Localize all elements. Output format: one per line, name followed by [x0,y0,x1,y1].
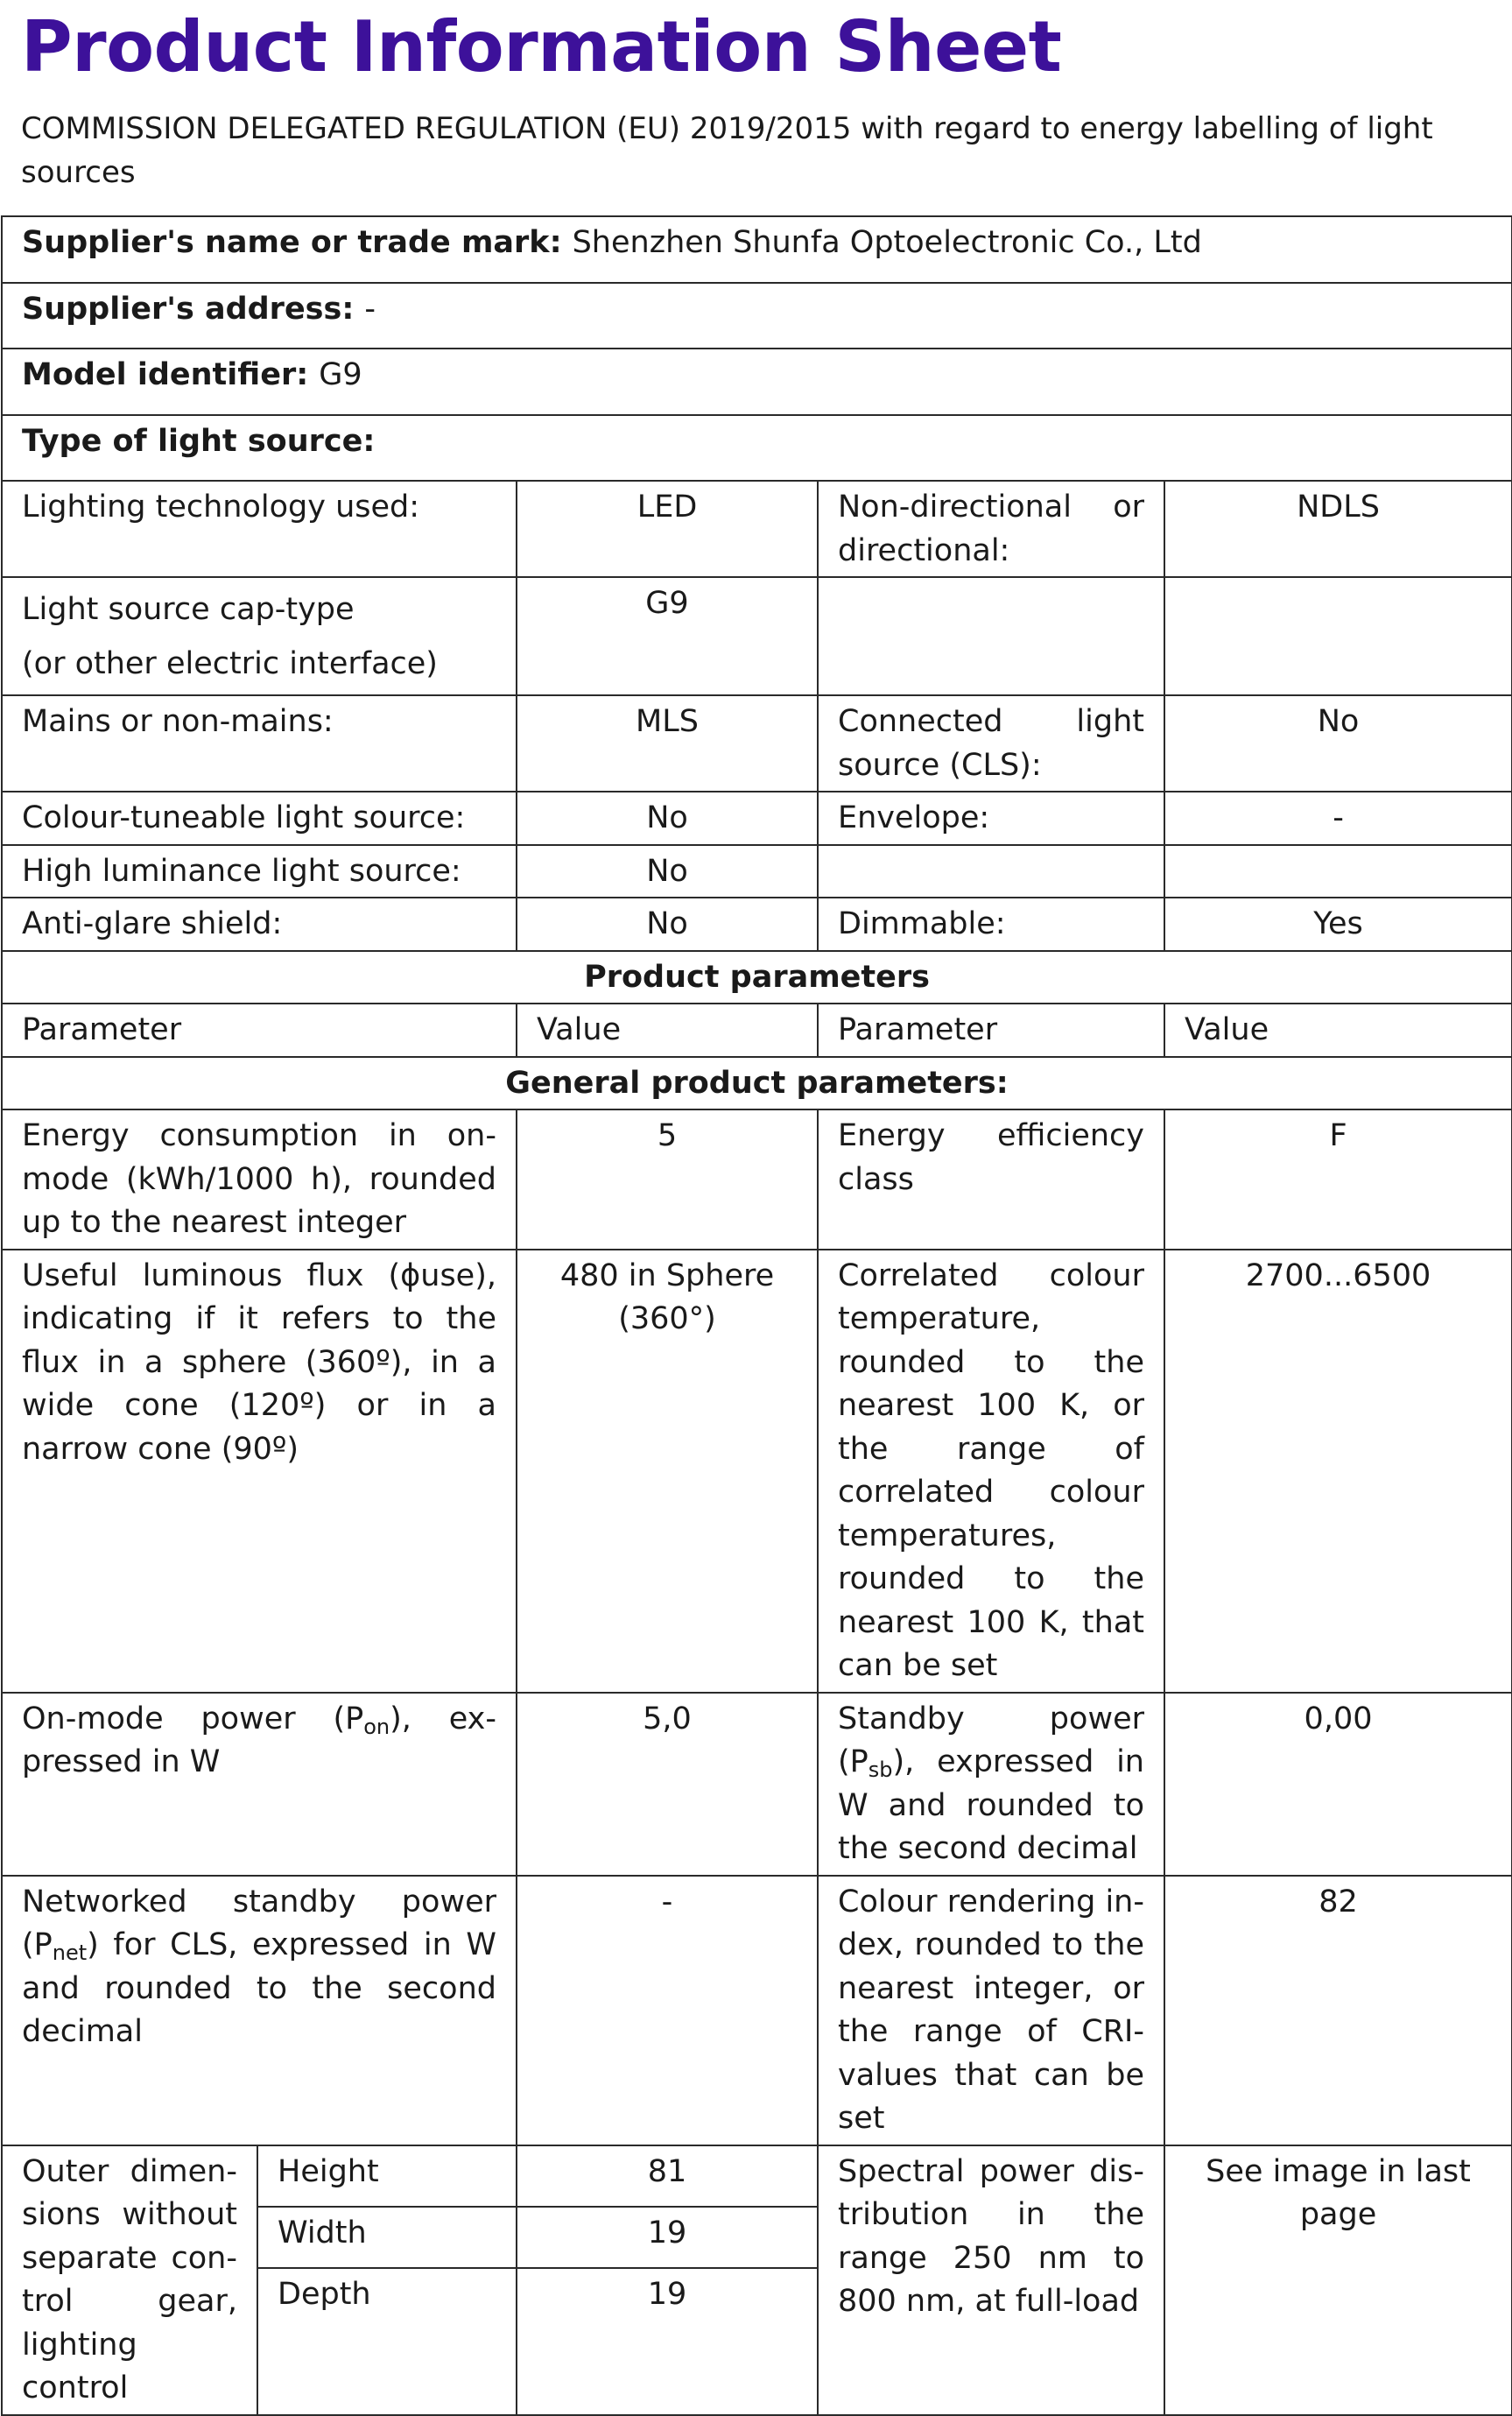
supplier-name-label: Supplier's name or trade mark: [22,225,562,260]
colour-temperature-label: Correlated colour temperature, rounded to the nearest 100 K, or the range of correlated colour temperatures, rounded to the nearest 100 K, that can be set [818,1250,1164,1693]
spectral-distribution-value: See image in last page [1164,2145,1512,2415]
type-heading-row [2,415,1512,481]
luminous-flux-value: 480 in Sphere (360°) [517,1250,818,1693]
type-param: Envelope: [818,792,1164,845]
networked-standby-label: Networked standby power $(P_{net})$ for CLS, expressed in W and rounded to the second decimal [2,1876,517,2145]
type-param: Connected light source (CLS): [818,695,1164,792]
type-value: No [517,898,818,951]
param-row [2,1109,1512,1250]
header-value: Value [517,1004,818,1057]
networked-standby-value: - [517,1876,818,2145]
param-row [2,1876,1512,2145]
type-row [2,792,1512,845]
info-table [1,215,1512,2416]
type-param: Light source cap-type (or other electric interface) [2,577,517,695]
height-label: Height [257,2145,517,2207]
param-row [2,1693,1512,1876]
type-heading: Type of light source: [22,424,376,459]
supplier-name-value: Shenzhen Shunfa Optoelectronic Co., Ltd [572,225,1202,260]
type-value: Yes [1164,898,1512,951]
supplier-address-label: Supplier's address: [22,292,355,327]
type-value: No [517,792,818,845]
supplier-address-row [2,283,1512,349]
depth-value: 19 [517,2268,818,2414]
cri-value: 82 [1164,1876,1512,2145]
width-label: Width [257,2207,517,2268]
product-parameters-heading-row [2,951,1512,1004]
on-mode-power-label: On-mode power $(P_{on})$, expressed in W [2,1693,517,1876]
type-param: Lighting technology used: [2,481,517,577]
model-value: G9 [319,357,362,392]
type-value [1164,577,1512,695]
type-row [2,481,1512,577]
page-title: Product Information Sheet [21,6,1062,88]
dimensions-row [2,2145,1512,2207]
depth-label: Depth [257,2268,517,2414]
general-parameters-heading: General product parameters: [2,1057,1512,1110]
energy-class-value: F [1164,1109,1512,1250]
type-value [1164,845,1512,898]
type-value: NDLS [1164,481,1512,577]
type-param: Mains or non-mains: [2,695,517,792]
header-value: Value [1164,1004,1512,1057]
type-param [818,577,1164,695]
width-value: 19 [517,2207,818,2268]
column-header-row [2,1004,1512,1057]
model-label: Model identifier: [22,357,309,392]
energy-class-label: Energy efficiency class [818,1109,1164,1250]
type-value: No [1164,695,1512,792]
type-param: Colour-tuneable light source: [2,792,517,845]
header-parameter: Parameter [2,1004,517,1057]
standby-power-label: Standby power $(P_{sb})$, expressed in W and rounded to the second decimal [818,1693,1164,1876]
colour-temperature-value: 2700...6500 [1164,1250,1512,1693]
on-mode-power-value: 5,0 [517,1693,818,1876]
type-param: High luminance light source: [2,845,517,898]
luminous-flux-label: Useful luminous flux (ϕuse), indicating if it refers to the flux in a sphere (360º), in a wide cone (120º) or in a narrow cone (90º) [2,1250,517,1693]
height-value: 81 [517,2145,818,2207]
spectral-distribution-label: Spectral power distribution in the range 250 nm to 800 nm, at full-load [818,2145,1164,2415]
type-value: G9 [517,577,818,695]
type-param [818,845,1164,898]
type-value: - [1164,792,1512,845]
energy-consumption-label: Energy consumption in on-mode (kWh/1000 h), rounded up to the nearest integer [2,1109,517,1250]
type-param: Anti-glare shield: [2,898,517,951]
type-row [2,845,1512,898]
model-row [2,349,1512,415]
type-value: LED [517,481,818,577]
param-row [2,1250,1512,1693]
product-parameters-heading: Product parameters [2,951,1512,1004]
header-parameter: Parameter [818,1004,1164,1057]
type-row [2,577,1512,695]
energy-consumption-value: 5 [517,1109,818,1250]
type-param: Dimmable: [818,898,1164,951]
general-parameters-heading-row [2,1057,1512,1110]
supplier-name-row [2,216,1512,283]
type-row [2,695,1512,792]
type-value: MLS [517,695,818,792]
type-value: No [517,845,818,898]
supplier-address-value: - [364,292,376,327]
type-row [2,898,1512,951]
type-param: Non-directional or directional: [818,481,1164,577]
cri-label: Colour rendering index, rounded to the nearest integer, or the range of CRI-values that can be set [818,1876,1164,2145]
outer-dimensions-label: Outer dimensions without separate control gear, lighting control [2,2145,257,2415]
regulation-text: COMMISSION DELEGATED REGULATION (EU) 2019/2015 with regard to energy labelling of light sources [21,111,1433,190]
standby-power-value: 0,00 [1164,1693,1512,1876]
